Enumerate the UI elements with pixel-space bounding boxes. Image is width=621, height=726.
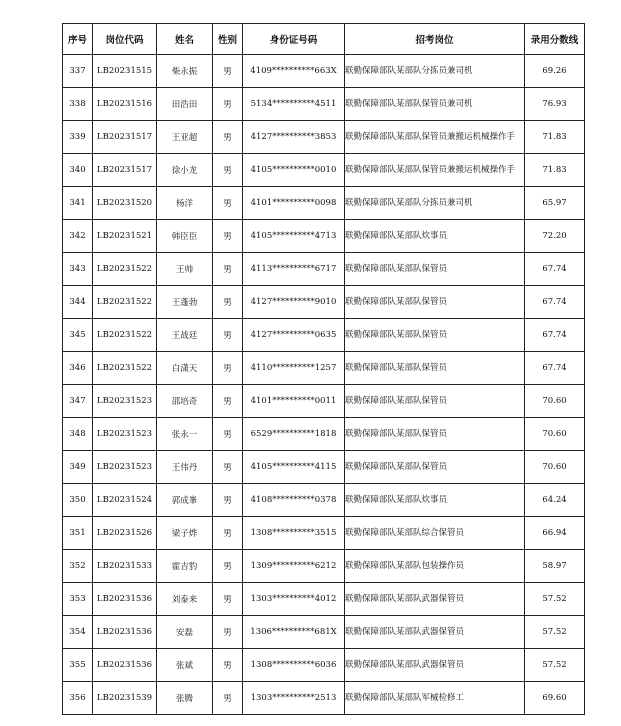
cell-post-code: LB20231522 — [93, 319, 157, 352]
cell-name: 柴永振 — [157, 55, 213, 88]
header-row — [63, 24, 585, 55]
table-row — [63, 187, 585, 220]
cell-id-number: 1306**********681X — [243, 616, 345, 649]
cell-score: 71.83 — [525, 154, 585, 187]
cell-id-number: 4101**********0098 — [243, 187, 345, 220]
cell-seq: 350 — [63, 484, 93, 517]
cell-name: 王蓬勃 — [157, 286, 213, 319]
cell-score: 69.60 — [525, 682, 585, 715]
cell-post-code: LB20231522 — [93, 286, 157, 319]
cell-name: 田浩田 — [157, 88, 213, 121]
header-post: 招考岗位 — [345, 24, 525, 55]
cell-seq: 354 — [63, 616, 93, 649]
cell-post: 联勤保障部队某部队保管员兼搬运机械操作手 — [345, 121, 525, 154]
cell-post: 联勤保障部队某部队保管员 — [345, 418, 525, 451]
cell-post-code: LB20231533 — [93, 550, 157, 583]
cell-name: 邵培奇 — [157, 385, 213, 418]
cell-post: 联勤保障部队某部队综合保管员 — [345, 517, 525, 550]
cell-seq: 344 — [63, 286, 93, 319]
cell-gender: 男 — [213, 88, 243, 121]
header-gender: 性别 — [213, 24, 243, 55]
cell-post-code: LB20231523 — [93, 451, 157, 484]
cell-score: 64.24 — [525, 484, 585, 517]
cell-score: 69.26 — [525, 55, 585, 88]
table-row — [63, 418, 585, 451]
cell-post-code: LB20231520 — [93, 187, 157, 220]
cell-id-number: 1308**********6036 — [243, 649, 345, 682]
cell-gender: 男 — [213, 418, 243, 451]
table-row — [63, 550, 585, 583]
cell-gender: 男 — [213, 286, 243, 319]
table-row — [63, 286, 585, 319]
header-score: 录用分数线 — [525, 24, 585, 55]
cell-post-code: LB20231522 — [93, 253, 157, 286]
cell-gender: 男 — [213, 220, 243, 253]
cell-post: 联勤保障部队某部队保管员 — [345, 451, 525, 484]
cell-gender: 男 — [213, 319, 243, 352]
cell-post-code: LB20231522 — [93, 352, 157, 385]
cell-name: 白潇天 — [157, 352, 213, 385]
cell-post-code: LB20231516 — [93, 88, 157, 121]
table-row — [63, 682, 585, 715]
cell-gender: 男 — [213, 352, 243, 385]
cell-post: 联勤保障部队某部队保管员 — [345, 286, 525, 319]
cell-id-number: 1303**********4012 — [243, 583, 345, 616]
cell-gender: 男 — [213, 187, 243, 220]
cell-gender: 男 — [213, 154, 243, 187]
cell-gender: 男 — [213, 550, 243, 583]
cell-score: 67.74 — [525, 286, 585, 319]
cell-post-code: LB20231517 — [93, 121, 157, 154]
cell-score: 70.60 — [525, 418, 585, 451]
cell-seq: 338 — [63, 88, 93, 121]
cell-seq: 340 — [63, 154, 93, 187]
cell-gender: 男 — [213, 583, 243, 616]
cell-gender: 男 — [213, 649, 243, 682]
cell-post: 联勤保障部队某部队武器保管员 — [345, 583, 525, 616]
header-id-number: 身份证号码 — [243, 24, 345, 55]
cell-post: 联勤保障部队某部队军械检修工 — [345, 682, 525, 715]
cell-post: 联勤保障部队某部队保管员 — [345, 352, 525, 385]
cell-seq: 347 — [63, 385, 93, 418]
cell-name: 王战廷 — [157, 319, 213, 352]
table-row — [63, 451, 585, 484]
header-post-code: 岗位代码 — [93, 24, 157, 55]
cell-post: 联勤保障部队某部队炊事员 — [345, 220, 525, 253]
cell-gender: 男 — [213, 385, 243, 418]
cell-score: 72.20 — [525, 220, 585, 253]
cell-seq: 342 — [63, 220, 93, 253]
cell-name: 张腾 — [157, 682, 213, 715]
cell-seq: 349 — [63, 451, 93, 484]
cell-seq: 337 — [63, 55, 93, 88]
cell-id-number: 4105**********0010 — [243, 154, 345, 187]
table-row — [63, 220, 585, 253]
cell-post: 联勤保障部队某部队保管员兼搬运机械操作手 — [345, 154, 525, 187]
table-row — [63, 352, 585, 385]
cell-post: 联勤保障部队某部队武器保管员 — [345, 649, 525, 682]
header-name: 姓名 — [157, 24, 213, 55]
cell-name: 霍吉豹 — [157, 550, 213, 583]
cell-id-number: 1303**********2513 — [243, 682, 345, 715]
table-row — [63, 385, 585, 418]
table-row — [63, 616, 585, 649]
cell-name: 徐小龙 — [157, 154, 213, 187]
table-row — [63, 319, 585, 352]
cell-gender: 男 — [213, 121, 243, 154]
cell-id-number: 4127**********9010 — [243, 286, 345, 319]
cell-post-code: LB20231539 — [93, 682, 157, 715]
cell-post: 联勤保障部队某部队分拣员兼司机 — [345, 187, 525, 220]
cell-id-number: 1309**********6212 — [243, 550, 345, 583]
cell-seq: 348 — [63, 418, 93, 451]
cell-post: 联勤保障部队某部队保管员 — [345, 253, 525, 286]
table-row — [63, 154, 585, 187]
cell-score: 66.94 — [525, 517, 585, 550]
cell-name: 王伟丹 — [157, 451, 213, 484]
cell-gender: 男 — [213, 616, 243, 649]
header-seq: 序号 — [63, 24, 93, 55]
table-body — [63, 55, 585, 715]
cell-gender: 男 — [213, 55, 243, 88]
cell-score: 71.83 — [525, 121, 585, 154]
cell-name: 安磊 — [157, 616, 213, 649]
cell-score: 67.74 — [525, 253, 585, 286]
cell-name: 王帅 — [157, 253, 213, 286]
cell-post-code: LB20231536 — [93, 583, 157, 616]
table-row — [63, 88, 585, 121]
cell-name: 韩臣臣 — [157, 220, 213, 253]
cell-post: 联勤保障部队某部队保管员 — [345, 385, 525, 418]
cell-gender: 男 — [213, 682, 243, 715]
cell-name: 张永一 — [157, 418, 213, 451]
cell-seq: 355 — [63, 649, 93, 682]
cell-seq: 345 — [63, 319, 93, 352]
cell-post-code: LB20231536 — [93, 649, 157, 682]
cell-post: 联勤保障部队某部队武器保管员 — [345, 616, 525, 649]
roster-table-container — [62, 23, 584, 715]
cell-seq: 343 — [63, 253, 93, 286]
cell-id-number: 4105**********4713 — [243, 220, 345, 253]
cell-id-number: 6529**********1818 — [243, 418, 345, 451]
cell-id-number: 4127**********0635 — [243, 319, 345, 352]
cell-post: 联勤保障部队某部队炊事员 — [345, 484, 525, 517]
cell-name: 刘泰来 — [157, 583, 213, 616]
cell-score: 67.74 — [525, 352, 585, 385]
cell-post-code: LB20231526 — [93, 517, 157, 550]
table-row — [63, 649, 585, 682]
cell-post-code: LB20231521 — [93, 220, 157, 253]
cell-gender: 男 — [213, 253, 243, 286]
cell-gender: 男 — [213, 451, 243, 484]
cell-seq: 356 — [63, 682, 93, 715]
cell-name: 郭成峯 — [157, 484, 213, 517]
cell-post-code: LB20231523 — [93, 418, 157, 451]
cell-seq: 341 — [63, 187, 93, 220]
cell-score: 76.93 — [525, 88, 585, 121]
cell-post-code: LB20231524 — [93, 484, 157, 517]
cell-post: 联勤保障部队某部队分拣员兼司机 — [345, 55, 525, 88]
cell-seq: 353 — [63, 583, 93, 616]
admission-roster-table — [62, 23, 585, 715]
cell-seq: 339 — [63, 121, 93, 154]
cell-score: 57.52 — [525, 649, 585, 682]
cell-score: 57.52 — [525, 583, 585, 616]
cell-post-code: LB20231515 — [93, 55, 157, 88]
cell-seq: 346 — [63, 352, 93, 385]
cell-id-number: 4109**********663X — [243, 55, 345, 88]
cell-gender: 男 — [213, 484, 243, 517]
cell-score: 65.97 — [525, 187, 585, 220]
cell-name: 梁子烨 — [157, 517, 213, 550]
cell-id-number: 5134**********4511 — [243, 88, 345, 121]
cell-id-number: 1308**********3515 — [243, 517, 345, 550]
cell-score: 70.60 — [525, 385, 585, 418]
cell-id-number: 4127**********3853 — [243, 121, 345, 154]
cell-id-number: 4110**********1257 — [243, 352, 345, 385]
table-row — [63, 583, 585, 616]
cell-score: 57.52 — [525, 616, 585, 649]
table-header — [63, 24, 585, 55]
cell-name: 王亚超 — [157, 121, 213, 154]
table-row — [63, 55, 585, 88]
cell-score: 70.60 — [525, 451, 585, 484]
cell-score: 58.97 — [525, 550, 585, 583]
cell-seq: 351 — [63, 517, 93, 550]
table-row — [63, 517, 585, 550]
cell-seq: 352 — [63, 550, 93, 583]
table-row — [63, 253, 585, 286]
table-row — [63, 484, 585, 517]
table-row — [63, 121, 585, 154]
cell-post-code: LB20231536 — [93, 616, 157, 649]
cell-post: 联勤保障部队某部队保管员 — [345, 319, 525, 352]
cell-gender: 男 — [213, 517, 243, 550]
cell-post: 联勤保障部队某部队保管员兼司机 — [345, 88, 525, 121]
cell-id-number: 4105**********4115 — [243, 451, 345, 484]
cell-id-number: 4113**********6717 — [243, 253, 345, 286]
cell-post-code: LB20231517 — [93, 154, 157, 187]
cell-name: 张斌 — [157, 649, 213, 682]
cell-id-number: 4108**********0378 — [243, 484, 345, 517]
cell-name: 杨洋 — [157, 187, 213, 220]
cell-post: 联勤保障部队某部队包装操作员 — [345, 550, 525, 583]
cell-post-code: LB20231523 — [93, 385, 157, 418]
cell-score: 67.74 — [525, 319, 585, 352]
cell-id-number: 4101**********0011 — [243, 385, 345, 418]
